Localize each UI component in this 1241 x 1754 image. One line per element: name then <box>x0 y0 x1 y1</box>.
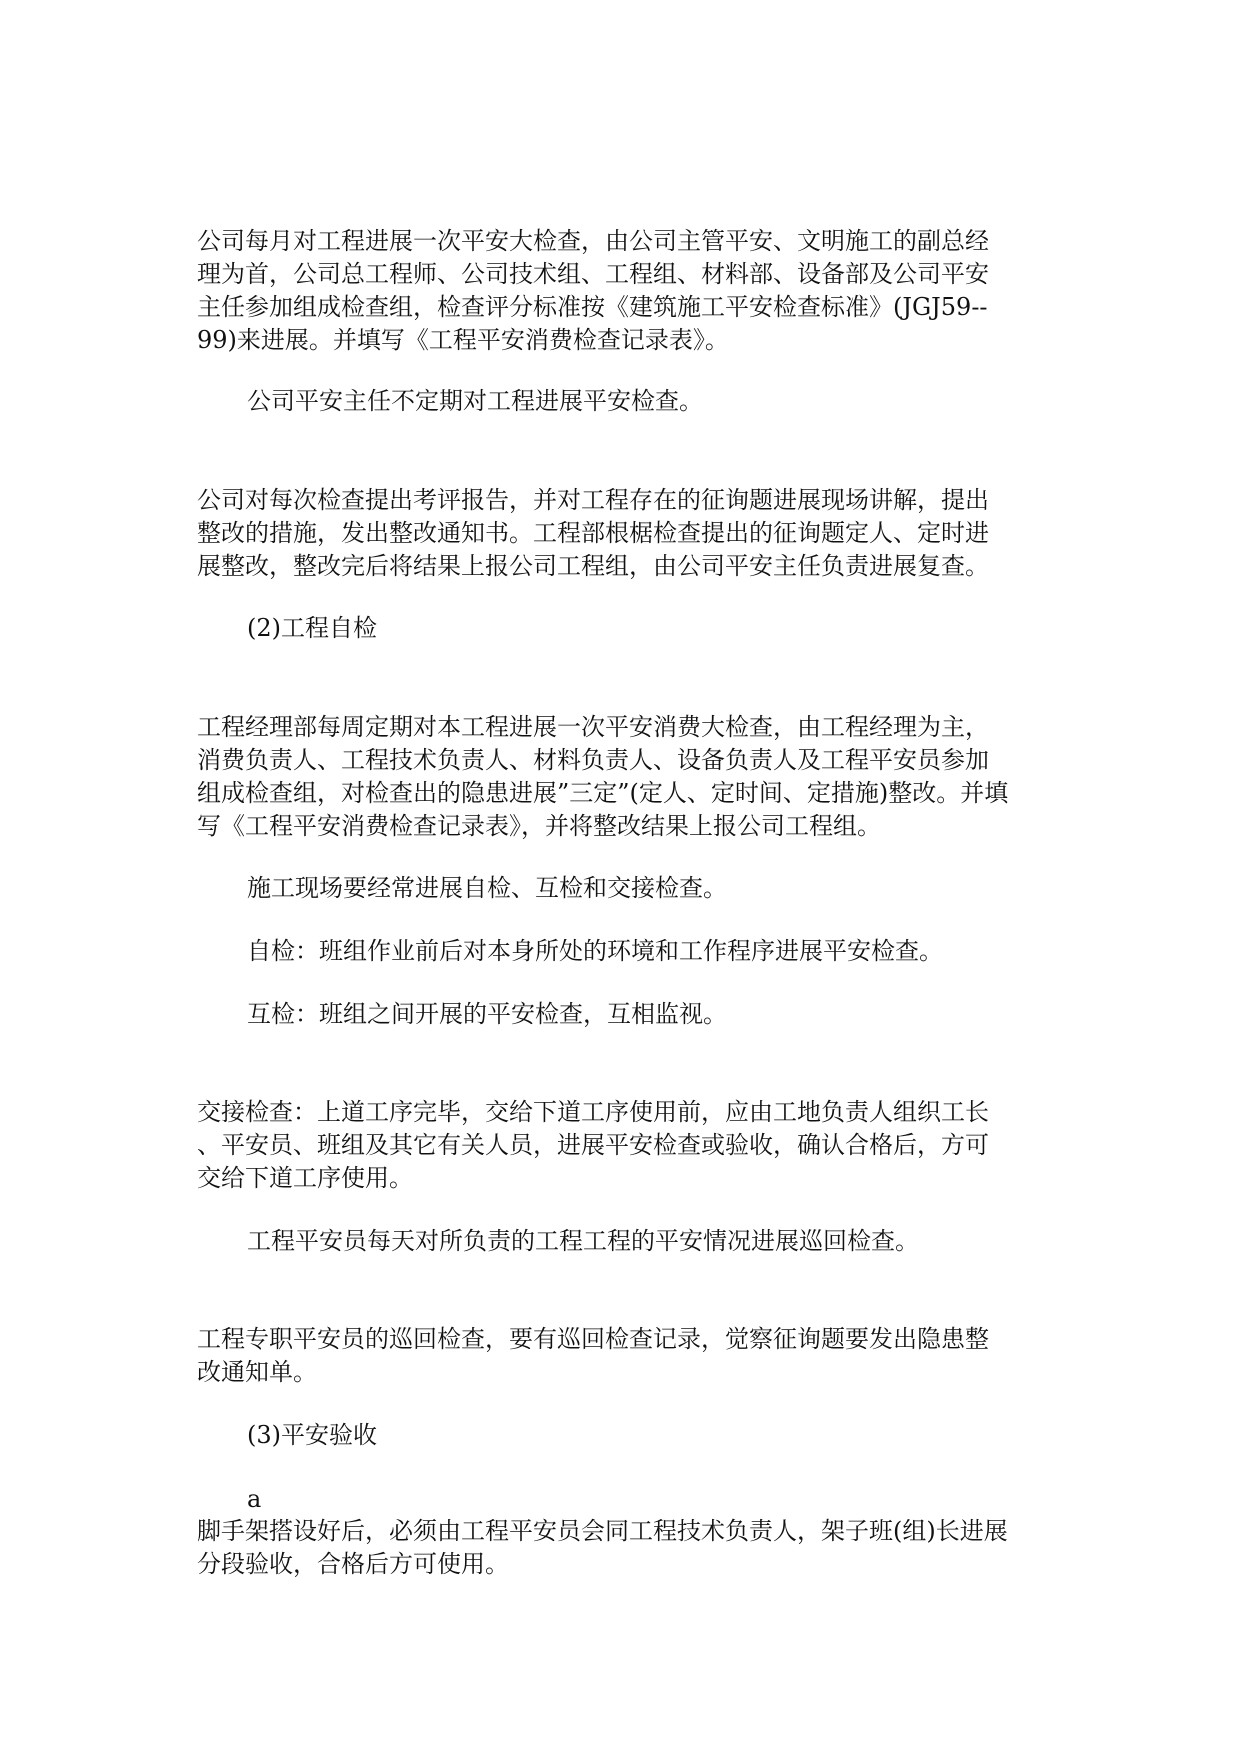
paragraph-irregular-inspection <box>247 385 1097 418</box>
text-line: 工程经理部每周定期对本工程进展一次平安消费大检查，由工程经理为主， <box>197 713 989 741</box>
text-line: 交接检查：上道工序完毕，交给下道工序使用前，应由工地负责人组织工长 <box>197 1098 989 1126</box>
text-line: 公司平安主任不定期对工程进展平安检查。 <box>247 387 703 415</box>
text-line: 自检：班组作业前后对本身所处的环境和工作程序进展平安检查。 <box>247 937 943 965</box>
paragraph-evaluation-report <box>197 484 1047 583</box>
text-line: 施工现场要经常进展自检、互检和交接检查。 <box>247 874 727 902</box>
text-line: 工程专职平安员的巡回检查，要有巡回检查记录，觉察征询题要发出隐患整 <box>197 1325 989 1353</box>
text-line: 公司对每次检查提出考评报告，并对工程存在的征询题进展现场讲解，提出 <box>197 486 989 514</box>
text-line: 展整改，整改完后将结果上报公司工程组，由公司平安主任负责进展复查。 <box>197 552 989 580</box>
text-line: 写《工程平安消费检查记录表》，并将整改结果上报公司工程组。 <box>197 812 881 840</box>
section-heading-project-self-check <box>247 612 1097 645</box>
text-line: 脚手架搭设好后，必须由工程平安员会同工程技术负责人，架子班(组)长进展 <box>197 1517 1008 1545</box>
text-line: 工程平安员每天对所负责的工程工程的平安情况进展巡回检查。 <box>247 1227 919 1255</box>
paragraph-monthly-inspection <box>197 225 1047 357</box>
paragraph-daily-patrol <box>247 1225 1097 1258</box>
section-heading-safety-acceptance <box>247 1419 1097 1452</box>
paragraph-scaffold-acceptance <box>197 1515 1047 1581</box>
text-line: (3)平安验收 <box>247 1421 377 1449</box>
text-line: 公司每月对工程进展一次平安大检查，由公司主管平安、文明施工的副总经 <box>197 227 989 255</box>
text-line: 整改的措施，发出整改通知书。工程部根椐检查提出的征询题定人、定时进 <box>197 519 989 547</box>
paragraph-patrol-record <box>197 1323 1047 1389</box>
text-line: 互检：班组之间开展的平安检查，互相监视。 <box>247 1000 727 1028</box>
text-line: 、平安员、班组及其它有关人员，进展平安检查或验收，确认合格后，方可 <box>197 1131 989 1159</box>
paragraph-mutual-check <box>247 998 1097 1031</box>
text-line: 主任参加组成检查组，检查评分标准按《建筑施工平安检查标准》(JGJ59-- <box>197 293 988 321</box>
paragraph-self-check <box>247 935 1097 968</box>
text-line: 交给下道工序使用。 <box>197 1164 413 1192</box>
text-line: 组成检查组，对检查出的隐患进展”三定”(定人、定时间、定措施)整改。并填 <box>197 779 1009 807</box>
text-line: 99)来进展。并填写《工程平安消费检查记录表》。 <box>197 326 729 354</box>
text-line: 分段验收，合格后方可使用。 <box>197 1550 509 1578</box>
list-marker-a <box>247 1483 1097 1516</box>
text-line: a <box>247 1485 262 1513</box>
text-line: 理为首，公司总工程师、公司技术组、工程组、材料部、设备部及公司平安 <box>197 260 989 288</box>
text-line: 改通知单。 <box>197 1358 317 1386</box>
text-line: (2)工程自检 <box>247 614 377 642</box>
paragraph-weekly-inspection <box>197 711 1047 843</box>
paragraph-site-checks <box>247 872 1097 905</box>
text-line: 消费负责人、工程技术负责人、材料负责人、设备负责人及工程平安员参加 <box>197 746 989 774</box>
paragraph-handover-check <box>197 1096 1047 1195</box>
